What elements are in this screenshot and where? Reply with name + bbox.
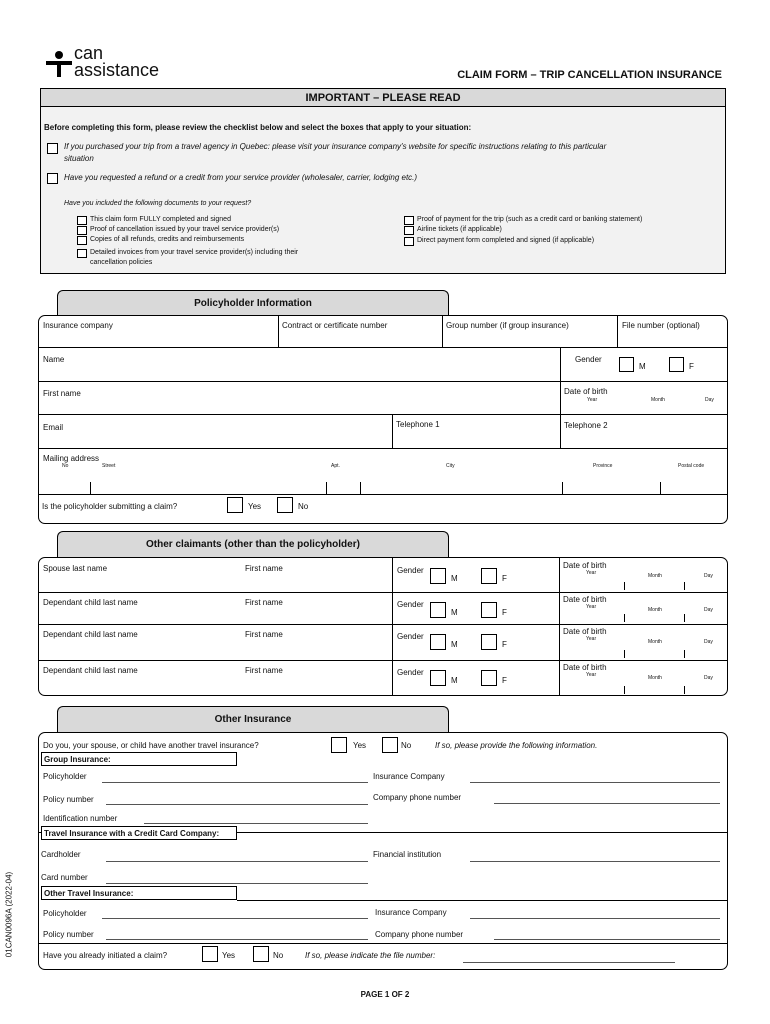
doc-invoices-checkbox[interactable] — [77, 249, 87, 258]
claimant-first-name-label: First name — [245, 666, 283, 675]
claimant-gender-label: Gender — [397, 600, 424, 609]
doc-refund-copies-checkbox[interactable] — [77, 236, 87, 245]
claimant-dob-year-label: Year — [586, 604, 597, 610]
other-insurance-company-field[interactable] — [470, 918, 720, 919]
addr-no-label: No — [62, 463, 69, 469]
claim-initiated-yes-checkbox[interactable] — [202, 946, 218, 962]
addr-city-label: City — [446, 463, 455, 469]
doc-proof-cancellation-label: Proof of cancellation issued by your travel service provider(s) — [90, 226, 280, 233]
claimant-first-name-label: First name — [245, 630, 283, 639]
claimant-gender-m-checkbox[interactable] — [430, 568, 446, 584]
claimant-gender-f-checkbox[interactable] — [481, 634, 497, 650]
group-insurance-company-field[interactable] — [470, 782, 720, 783]
claimant-dob-year-label: Year — [586, 672, 597, 678]
logo-text-can: can — [74, 43, 104, 63]
gender-m-label: M — [639, 362, 646, 371]
email-label: Email — [43, 423, 64, 432]
claimant-dob-month-label: Month — [648, 639, 662, 645]
doc-proof-payment-label: Proof of payment for the trip (such as a credit card or banking statement) — [417, 216, 643, 223]
first-name-label: First name — [43, 389, 81, 398]
doc-direct-payment-checkbox[interactable] — [404, 237, 414, 246]
claimant-last-name-label: Dependant child last name — [43, 666, 138, 675]
financial-institution-field[interactable] — [470, 861, 720, 862]
contract-number-label: Contract or certificate number — [282, 321, 388, 330]
group-insurance-company-label: Insurance Company — [373, 772, 445, 781]
claimant-gender-m-label: M — [451, 574, 458, 583]
claim-initiated-no-label: No — [273, 951, 284, 960]
policyholder-submitting-yes-label: Yes — [248, 502, 262, 511]
addr-province-label: Province — [593, 463, 613, 469]
claimant-dob-month-label: Month — [648, 573, 662, 579]
policyholder-submitting-no-label: No — [298, 502, 309, 511]
claimant-first-name-label: First name — [245, 564, 283, 573]
other-company-phone-field[interactable] — [494, 939, 720, 940]
group-insurance-heading: Group Insurance: — [41, 752, 237, 766]
claimant-dob-label: Date of birth — [563, 561, 607, 570]
claimant-gender-f-label: F — [502, 574, 507, 583]
addr-postal-label: Postal code — [678, 463, 705, 469]
policyholder-submitting-question: Is the policyholder submitting a claim? — [42, 502, 178, 511]
doc-invoices-label-cont: cancellation policies — [90, 259, 153, 266]
doc-invoices-label: Detailed invoices from your travel service provider(s) including their — [90, 249, 299, 256]
claimant-dob-day-label: Day — [704, 573, 713, 579]
other-insurance-company-label: Insurance Company — [375, 908, 447, 917]
file-number-question: If so, please indicate the file number: — [305, 951, 436, 960]
tab-other-insurance: Other Insurance — [57, 706, 449, 732]
group-policy-number-field[interactable] — [106, 804, 368, 805]
claim-initiated-no-checkbox[interactable] — [253, 946, 269, 962]
claimant-dob-day-label: Day — [704, 639, 713, 645]
claimant-gender-m-label: M — [451, 608, 458, 617]
cardholder-field[interactable] — [106, 861, 368, 862]
other-company-phone-label: Company phone number — [375, 930, 464, 939]
other-policyholder-label: Policyholder — [43, 909, 87, 918]
check-quebec-label-cont: situation — [64, 154, 94, 163]
other-insurance-no-label: No — [401, 741, 412, 750]
docs-question: Have you included the following documents to your request? — [64, 200, 252, 207]
other-insurance-yes-label: Yes — [353, 741, 367, 750]
check-refund-label: Have you requested a refund or a credit from your service provider (wholesaler, carrier, lodging etc.) — [64, 173, 418, 182]
claim-file-number-field[interactable] — [463, 962, 675, 963]
doc-claim-form-label: This claim form FULLY completed and signed — [90, 216, 231, 223]
check-quebec-agency[interactable] — [47, 143, 58, 154]
policyholder-gender-f-checkbox[interactable] — [669, 357, 684, 372]
group-policyholder-label: Policyholder — [43, 772, 87, 781]
policyholder-submitting-yes-checkbox[interactable] — [227, 497, 243, 513]
claimant-dob-year-label: Year — [586, 570, 597, 576]
claimant-gender-label: Gender — [397, 566, 424, 575]
doc-proof-payment-checkbox[interactable] — [404, 216, 414, 225]
doc-claim-form-checkbox[interactable] — [77, 216, 87, 225]
other-policy-number-field[interactable] — [106, 939, 368, 940]
other-policyholder-field[interactable] — [102, 918, 368, 919]
group-company-phone-label: Company phone number — [373, 793, 462, 802]
claimant-gender-label: Gender — [397, 668, 424, 677]
dob-label: Date of birth — [564, 387, 608, 396]
claimant-dob-label: Date of birth — [563, 595, 607, 604]
claim-initiated-yes-label: Yes — [222, 951, 236, 960]
policyholder-submitting-no-checkbox[interactable] — [277, 497, 293, 513]
claimant-gender-f-label: F — [502, 676, 507, 685]
dob-year-label: Year — [587, 397, 598, 403]
telephone1-label: Telephone 1 — [396, 420, 440, 429]
group-identification-label: Identification number — [43, 814, 118, 823]
claimant-dob-day-label: Day — [704, 675, 713, 681]
doc-proof-cancellation-checkbox[interactable] — [77, 226, 87, 235]
credit-card-insurance-heading: Travel Insurance with a Credit Card Company: — [41, 826, 237, 840]
doc-refund-copies-label: Copies of all refunds, credits and reimbursements — [90, 236, 245, 243]
addr-apt-label: Apt. — [331, 463, 340, 469]
claimant-gender-f-label: F — [502, 640, 507, 649]
card-number-field[interactable] — [106, 883, 368, 884]
gender-f-label: F — [689, 362, 694, 371]
logo-icon — [44, 49, 74, 79]
important-intro: Before completing this form, please review the checklist below and select the boxes that apply to your situation: — [44, 123, 472, 132]
claimant-dob-day-label: Day — [704, 607, 713, 613]
tab-other-claimants: Other claimants (other than the policyholder) — [57, 531, 449, 557]
insurance-company-label: Insurance company — [43, 321, 113, 330]
form-title: CLAIM FORM – TRIP CANCELLATION INSURANCE — [457, 69, 722, 81]
claimant-first-name-label: First name — [245, 598, 283, 607]
claimant-gender-f-checkbox[interactable] — [481, 602, 497, 618]
claimant-gender-f-checkbox[interactable] — [481, 670, 497, 686]
doc-airline-tickets-label: Airline tickets (if applicable) — [417, 226, 502, 233]
policyholder-gender-m-checkbox[interactable] — [619, 357, 634, 372]
name-label: Name — [43, 355, 65, 364]
financial-institution-label: Financial institution — [373, 850, 442, 859]
claimant-gender-m-label: M — [451, 676, 458, 685]
claimant-gender-m-label: M — [451, 640, 458, 649]
other-insurance-question: Do you, your spouse, or child have another travel insurance? — [43, 741, 259, 750]
claimant-dob-month-label: Month — [648, 675, 662, 681]
claim-initiated-question: Have you already initiated a claim? — [43, 951, 168, 960]
logo-text-assistance: assistance — [74, 60, 160, 80]
claimant-last-name-label: Dependant child last name — [43, 630, 138, 639]
doc-airline-tickets-checkbox[interactable] — [404, 226, 414, 235]
card-number-label: Card number — [41, 873, 88, 882]
important-title: IMPORTANT – PLEASE READ — [40, 88, 726, 107]
file-number-label: File number (optional) — [622, 321, 700, 330]
other-travel-insurance-heading: Other Travel Insurance: — [41, 886, 237, 900]
group-company-phone-field[interactable] — [494, 803, 720, 804]
claimant-gender-m-checkbox[interactable] — [430, 670, 446, 686]
other-insurance-yes-checkbox[interactable] — [331, 737, 347, 753]
group-policy-number-label: Policy number — [43, 795, 94, 804]
claimant-gender-f-label: F — [502, 608, 507, 617]
group-identification-field[interactable] — [144, 823, 368, 824]
dob-month-label: Month — [651, 397, 665, 403]
tab-policyholder-information: Policyholder Information — [57, 290, 449, 316]
cardholder-label: Cardholder — [41, 850, 81, 859]
dob-day-label: Day — [705, 397, 714, 403]
telephone2-label: Telephone 2 — [564, 421, 608, 430]
form-code: 01CAN0096A (2022-04) — [4, 871, 14, 958]
claimant-dob-month-label: Month — [648, 607, 662, 613]
gender-label: Gender — [575, 355, 602, 364]
claimant-dob-label: Date of birth — [563, 663, 607, 672]
claimant-last-name-label: Dependant child last name — [43, 598, 138, 607]
doc-direct-payment-label: Direct payment form completed and signed (if applicable) — [417, 237, 595, 244]
claimant-dob-label: Date of birth — [563, 627, 607, 636]
claimant-gender-f-checkbox[interactable] — [481, 568, 497, 584]
claimants-frame — [38, 557, 728, 696]
check-quebec-label: If you purchased your trip from a travel agency in Quebec: please visit your insurance company's website for specific instructions relating to this particular — [64, 142, 607, 151]
other-policy-number-label: Policy number — [43, 930, 94, 939]
claimant-gender-m-checkbox[interactable] — [430, 602, 446, 618]
claimant-gender-label: Gender — [397, 632, 424, 641]
mailing-address-label: Mailing address — [43, 454, 100, 463]
group-policyholder-field[interactable] — [102, 782, 368, 783]
group-number-label: Group number (if group insurance) — [446, 321, 569, 330]
claimant-dob-year-label: Year — [586, 636, 597, 642]
addr-street-label: Street — [102, 463, 116, 469]
other-insurance-no-checkbox[interactable] — [382, 737, 398, 753]
claimant-gender-m-checkbox[interactable] — [430, 634, 446, 650]
check-refund-requested[interactable] — [47, 173, 58, 184]
claimant-last-name-label: Spouse last name — [43, 564, 108, 573]
page-number: PAGE 1 OF 2 — [360, 990, 410, 999]
other-insurance-if-so: If so, please provide the following information. — [435, 741, 598, 750]
